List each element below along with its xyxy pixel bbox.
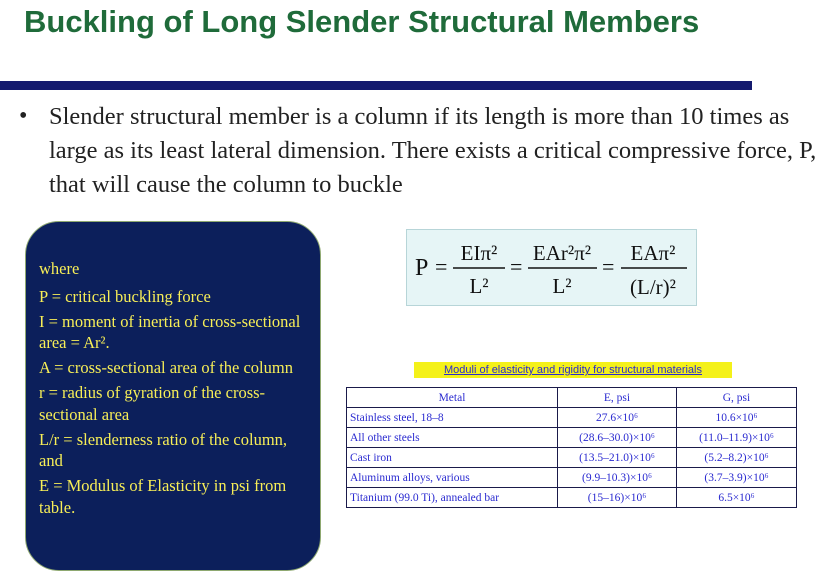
e-value-cell: (13.5–21.0)×10⁶ (558, 448, 677, 468)
definition-item: E = Modulus of Elasticity in psi from table. (39, 476, 287, 517)
formula-term1-denominator: L² (469, 274, 489, 298)
moduli-table (346, 387, 797, 508)
equals-sign: = (602, 254, 615, 279)
definition-item: L/r = slenderness ratio of the column, and (39, 429, 288, 471)
table-row (347, 408, 797, 428)
table-row (347, 428, 797, 448)
table-row (347, 468, 797, 488)
bullet-marker: • (19, 103, 28, 129)
formula-term2-numerator: EAr²π² (532, 241, 592, 265)
e-value-cell: (15–16)×10⁶ (558, 488, 677, 508)
table-caption: Moduli of elasticity and rigidity for structural materials (414, 362, 732, 378)
g-value-cell: (5.2–8.2)×10⁶ (677, 448, 797, 468)
definition-item: P = critical buckling force (39, 286, 211, 306)
definition-item: I = moment of inertia of cross-sectional area = Ar². (39, 311, 301, 353)
slide-title: Buckling of Long Slender Structural Members (24, 4, 700, 39)
e-value-cell: 27.6×10⁶ (558, 408, 677, 428)
formula-lhs: P (415, 255, 429, 281)
column-header-e: E, psi (558, 388, 677, 408)
bullet-text: Slender structural member is a column if its length is more than 10 times as large as its least lateral dimension. There exists a critical compressive force, P, that will cause the column to buckle (49, 103, 817, 198)
metal-cell: Aluminum alloys, various (347, 468, 558, 488)
g-value-cell: 10.6×10⁶ (677, 408, 797, 428)
definitions-box (25, 221, 321, 571)
column-header-g: G, psi (677, 388, 797, 408)
metal-cell: Stainless steel, 18–8 (347, 408, 558, 428)
metal-cell: All other steels (347, 428, 558, 448)
equals-sign: = (435, 254, 448, 279)
table-header-row (347, 388, 797, 408)
formula-term3-numerator: EAπ² (630, 241, 676, 265)
e-value-cell: (9.9–10.3)×10⁶ (558, 468, 677, 488)
definition-item: A = cross-sectional area of the column (39, 358, 293, 378)
buckling-formula (406, 229, 697, 306)
title-underline (0, 81, 752, 90)
table-row (347, 488, 797, 508)
g-value-cell: (3.7–3.9)×10⁶ (677, 468, 797, 488)
definition-item: r = radius of gyration of the cross-sectional area (39, 382, 266, 424)
g-value-cell: 6.5×10⁶ (677, 488, 797, 508)
table-row (347, 448, 797, 468)
equals-sign: = (510, 254, 523, 279)
column-header-metal: Metal (347, 388, 558, 408)
metal-cell: Titanium (99.0 Ti), annealed bar (347, 488, 558, 508)
formula-term1-numerator: EIπ² (460, 241, 498, 265)
formula-term2-denominator: L² (552, 274, 572, 298)
e-value-cell: (28.6–30.0)×10⁶ (558, 428, 677, 448)
metal-cell: Cast iron (347, 448, 558, 468)
g-value-cell: (11.0–11.9)×10⁶ (677, 428, 797, 448)
definitions-label: where (39, 259, 80, 278)
formula-term3-denominator: (L/r)² (630, 275, 676, 299)
